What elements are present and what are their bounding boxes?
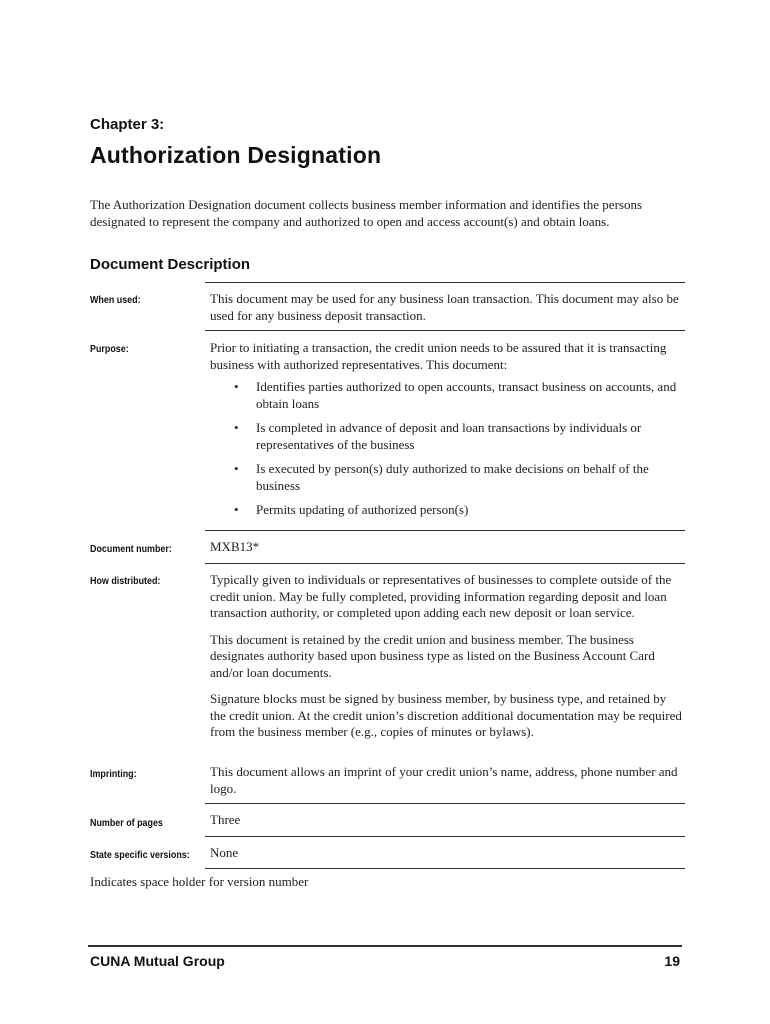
row-value-number-of-pages: Three <box>210 812 241 827</box>
row-label-when-used: When used: <box>90 294 141 306</box>
chapter-label: Chapter 3: <box>90 116 165 133</box>
page-title: Authorization Designation <box>90 142 382 168</box>
row-label-state-versions: State specific versions: <box>90 849 190 861</box>
divider <box>205 803 685 804</box>
list-item: • Is executed by person(s) duly authorized to make decisions on behalf of the business <box>256 461 685 494</box>
divider <box>205 868 685 869</box>
row-label-imprinting: Imprinting: <box>90 768 137 780</box>
paragraph: Typically given to individuals or representatives of businesses to complete outside of the credit union. May be fully completed, providing information regarding deposit and loan transaction authority, or completed upon adding each new deposit or loan service. <box>210 572 672 620</box>
divider <box>205 282 685 283</box>
divider <box>205 330 685 331</box>
row-value-imprinting: This document allows an imprint of your credit union’s name, address, phone number and logo. <box>210 764 678 796</box>
footer-company: CUNA Mutual Group <box>90 953 225 969</box>
section-heading: Document Description <box>90 256 251 273</box>
purpose-bullets <box>210 379 685 519</box>
row-label-purpose: Purpose: <box>90 343 129 355</box>
footer-divider <box>88 945 682 947</box>
divider <box>205 563 685 564</box>
list-item: • Is completed in advance of deposit and loan transactions by individuals or representatives of the business <box>256 420 685 453</box>
footnote: Indicates space holder for version number <box>90 874 309 889</box>
page-number: 19 <box>664 953 680 969</box>
list-item: • Permits updating of authorized person(s) <box>256 502 685 519</box>
row-value-document-number: MXB13* <box>210 539 260 554</box>
row-value-purpose <box>210 340 685 527</box>
intro-paragraph: The Authorization Designation document collects business member information and identifies the persons designated to represent the company and authorized to open and access account(s) and obtain loans. <box>90 197 643 229</box>
row-label-document-number: Document number: <box>90 543 172 555</box>
paragraph: This document is retained by the credit union and business member. The business designates authority based upon business type as listed on the Business Account Card and/or loan documents. <box>210 631 655 680</box>
paragraph: Signature blocks must be signed by business member, by business type, and retained by the credit union. At the credit union’s discretion additional documentation may be required from the business member (e.g., copies of minutes or bylaws). <box>210 691 682 739</box>
divider <box>205 836 685 837</box>
row-value-state-versions: None <box>210 845 239 860</box>
row-label-how-distributed: How distributed: <box>90 575 161 587</box>
purpose-text: Prior to initiating a transaction, the credit union needs to be assured that it is transacting business with authorized representatives. This document: <box>210 340 667 372</box>
list-item: • Identifies parties authorized to open accounts, transact business on accounts, and obtain loans <box>256 379 685 412</box>
row-label-number-of-pages: Number of pages <box>90 817 163 829</box>
divider <box>205 530 685 531</box>
row-value-when-used: This document may be used for any business loan transaction. This document may also be used for any business deposit transaction. <box>210 291 679 323</box>
row-value-how-distributed <box>210 572 685 751</box>
